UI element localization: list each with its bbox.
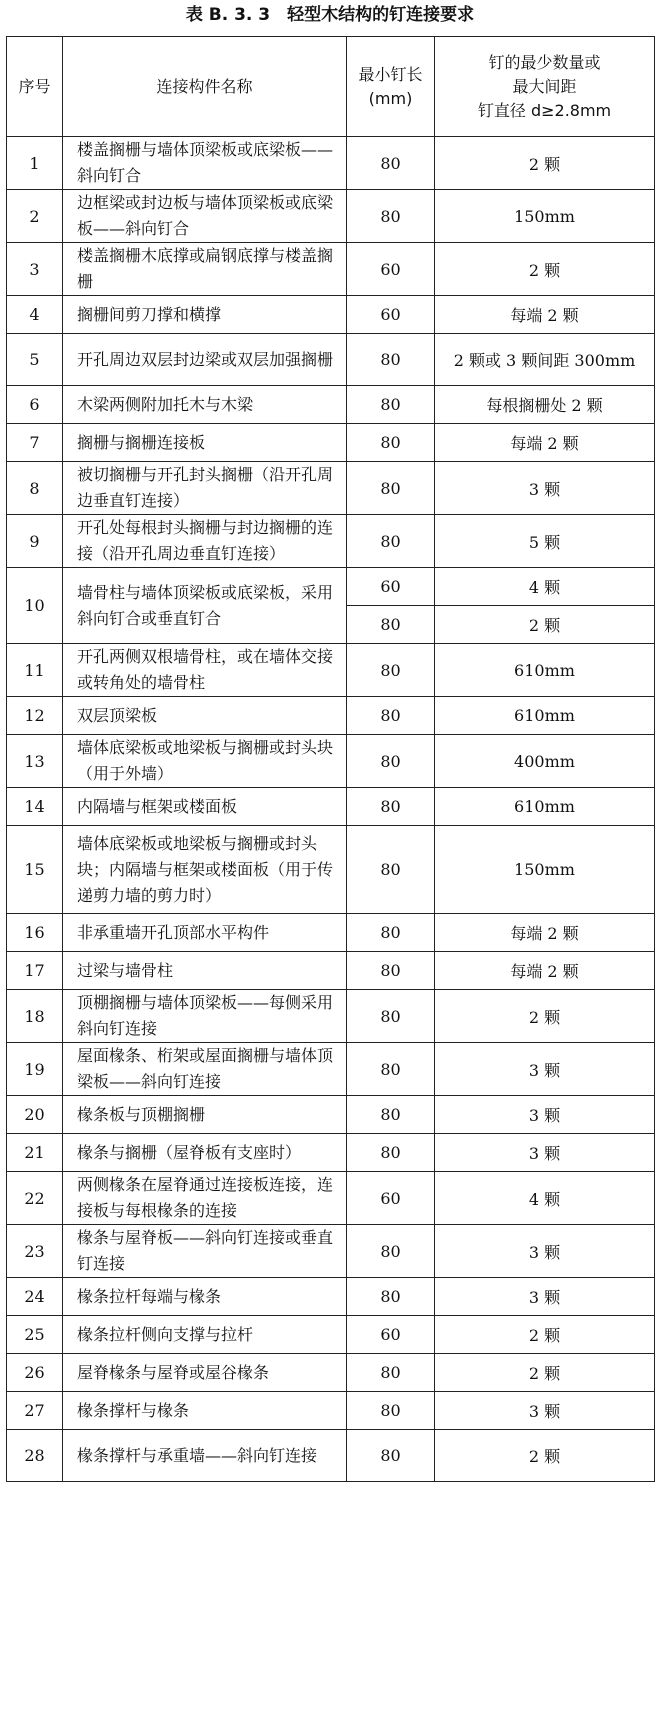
table-row <box>7 190 655 243</box>
cell-nail-length: 80 <box>347 697 435 735</box>
cell-nail-length: 80 <box>347 788 435 826</box>
cell-no: 17 <box>7 952 63 990</box>
cell-no: 8 <box>7 462 63 515</box>
cell-no: 11 <box>7 644 63 697</box>
cell-no: 18 <box>7 990 63 1043</box>
cell-name: 楼盖搁栅与墙体顶梁板或底梁板——斜向钉合 <box>63 137 347 190</box>
cell-nail-count: 2 颗或 3 颗间距 300mm <box>435 334 655 386</box>
nail-connection-table <box>6 36 655 1482</box>
cell-nail-count: 400mm <box>435 735 655 788</box>
cell-no: 14 <box>7 788 63 826</box>
cell-name: 内隔墙与框架或楼面板 <box>63 788 347 826</box>
cell-no: 21 <box>7 1134 63 1172</box>
cell-nail-count: 4 颗 <box>435 1172 655 1225</box>
table-row <box>7 1225 655 1278</box>
cell-nail-count: 每端 2 颗 <box>435 914 655 952</box>
table-row <box>7 1430 655 1482</box>
cell-nail-length: 80 <box>347 735 435 788</box>
cell-no: 7 <box>7 424 63 462</box>
cell-no: 10 <box>7 568 63 644</box>
cell-name: 屋面椽条、桁架或屋面搁栅与墙体顶梁板——斜向钉连接 <box>63 1043 347 1096</box>
cell-nail-length: 60 <box>347 1316 435 1354</box>
cell-nail-length: 80 <box>347 515 435 568</box>
table-row <box>7 568 655 606</box>
header-name: 连接构件名称 <box>63 37 347 137</box>
table-row <box>7 1134 655 1172</box>
cell-no: 19 <box>7 1043 63 1096</box>
header-no: 序号 <box>7 37 63 137</box>
table-row <box>7 1354 655 1392</box>
table-row <box>7 1278 655 1316</box>
cell-name: 开孔处每根封头搁栅与封边搁栅的连接（沿开孔周边垂直钉连接） <box>63 515 347 568</box>
cell-nail-length: 60 <box>347 1172 435 1225</box>
cell-no: 25 <box>7 1316 63 1354</box>
cell-nail-length: 80 <box>347 952 435 990</box>
cell-nail-count: 3 颗 <box>435 1392 655 1430</box>
header-row <box>7 37 655 137</box>
cell-name: 椽条与搁栅（屋脊板有支座时） <box>63 1134 347 1172</box>
cell-name: 搁栅间剪刀撑和横撑 <box>63 296 347 334</box>
table-row <box>7 952 655 990</box>
header-nail-length-line1: 最小钉长 <box>358 64 423 84</box>
cell-no: 28 <box>7 1430 63 1482</box>
cell-nail-length: 60 <box>347 296 435 334</box>
cell-nail-length: 80 <box>347 424 435 462</box>
table-row <box>7 644 655 697</box>
cell-no: 22 <box>7 1172 63 1225</box>
cell-name: 边框梁或封边板与墙体顶梁板或底梁板——斜向钉合 <box>63 190 347 243</box>
table-row <box>7 1316 655 1354</box>
table-row <box>7 243 655 296</box>
cell-nail-count: 5 颗 <box>435 515 655 568</box>
cell-nail-count: 2 颗 <box>435 1316 655 1354</box>
cell-no: 5 <box>7 334 63 386</box>
table-row <box>7 386 655 424</box>
cell-nail-length: 60 <box>347 243 435 296</box>
cell-name: 木梁两侧附加托木与木梁 <box>63 386 347 424</box>
header-nail-count <box>435 37 655 137</box>
cell-nail-count: 3 颗 <box>435 462 655 515</box>
table-title: 表 B. 3. 3 轻型木结构的钉连接要求 <box>185 5 475 25</box>
cell-nail-length: 60 <box>347 568 435 606</box>
table-row <box>7 735 655 788</box>
header-nail-count-line2: 最大间距 <box>512 76 577 96</box>
cell-nail-length: 80 <box>347 1225 435 1278</box>
cell-name: 楼盖搁栅木底撑或扁钢底撑与楼盖搁栅 <box>63 243 347 296</box>
cell-nail-count: 4 颗 <box>435 568 655 606</box>
cell-nail-count: 3 颗 <box>435 1043 655 1096</box>
cell-nail-count: 2 颗 <box>435 990 655 1043</box>
table-row <box>7 137 655 190</box>
table-row <box>7 914 655 952</box>
cell-nail-length: 80 <box>347 1392 435 1430</box>
cell-no: 20 <box>7 1096 63 1134</box>
cell-nail-length: 80 <box>347 137 435 190</box>
header-nail-count-line1: 钉的最少数量或 <box>488 52 601 72</box>
cell-nail-length: 80 <box>347 990 435 1043</box>
cell-name: 两侧椽条在屋脊通过连接板连接，连接板与每根椽条的连接 <box>63 1172 347 1225</box>
table-row <box>7 788 655 826</box>
table-row <box>7 1043 655 1096</box>
table-row <box>7 1096 655 1134</box>
cell-nail-count: 3 颗 <box>435 1096 655 1134</box>
cell-no: 1 <box>7 137 63 190</box>
cell-nail-length: 80 <box>347 914 435 952</box>
cell-no: 4 <box>7 296 63 334</box>
cell-no: 27 <box>7 1392 63 1430</box>
cell-nail-count: 610mm <box>435 788 655 826</box>
table-body <box>7 137 655 1482</box>
cell-nail-length: 80 <box>347 606 435 644</box>
cell-nail-length: 80 <box>347 334 435 386</box>
cell-name: 双层顶梁板 <box>63 697 347 735</box>
cell-nail-count: 3 颗 <box>435 1225 655 1278</box>
cell-name: 墙骨柱与墙体顶梁板或底梁板，采用斜向钉合或垂直钉合 <box>63 568 347 644</box>
cell-name: 非承重墙开孔顶部水平构件 <box>63 914 347 952</box>
table-row <box>7 424 655 462</box>
cell-name: 被切搁栅与开孔封头搁栅（沿开孔周边垂直钉连接） <box>63 462 347 515</box>
cell-nail-length: 80 <box>347 1043 435 1096</box>
cell-no: 12 <box>7 697 63 735</box>
cell-no: 23 <box>7 1225 63 1278</box>
header-nail-length <box>347 37 435 137</box>
table-row <box>7 462 655 515</box>
cell-nail-count: 每端 2 颗 <box>435 952 655 990</box>
cell-name: 椽条拉杆每端与椽条 <box>63 1278 347 1316</box>
header-nail-count-line3: 钉直径 d≥2.8mm <box>477 100 612 120</box>
cell-nail-length: 80 <box>347 1134 435 1172</box>
cell-no: 2 <box>7 190 63 243</box>
table-row <box>7 1392 655 1430</box>
cell-nail-length: 80 <box>347 826 435 914</box>
cell-nail-length: 80 <box>347 1278 435 1316</box>
cell-nail-count: 每端 2 颗 <box>435 296 655 334</box>
cell-nail-count: 150mm <box>435 190 655 243</box>
cell-name: 屋脊椽条与屋脊或屋谷椽条 <box>63 1354 347 1392</box>
table-row <box>7 296 655 334</box>
cell-nail-length: 80 <box>347 386 435 424</box>
cell-nail-count: 2 颗 <box>435 1354 655 1392</box>
cell-nail-count: 2 颗 <box>435 1430 655 1482</box>
cell-no: 26 <box>7 1354 63 1392</box>
header-nail-length-line2: (mm) <box>368 88 413 108</box>
cell-nail-count: 每根搁栅处 2 颗 <box>435 386 655 424</box>
cell-name: 椽条撑杆与椽条 <box>63 1392 347 1430</box>
cell-name: 墙体底梁板或地梁板与搁栅或封头块（用于外墙） <box>63 735 347 788</box>
cell-name: 开孔两侧双根墙骨柱，或在墙体交接或转角处的墙骨柱 <box>63 644 347 697</box>
cell-no: 9 <box>7 515 63 568</box>
table-row <box>7 515 655 568</box>
cell-name: 椽条与屋脊板——斜向钉连接或垂直钉连接 <box>63 1225 347 1278</box>
cell-nail-count: 2 颗 <box>435 137 655 190</box>
table-row <box>7 1172 655 1225</box>
cell-nail-count: 2 颗 <box>435 243 655 296</box>
cell-nail-count: 每端 2 颗 <box>435 424 655 462</box>
cell-nail-length: 80 <box>347 462 435 515</box>
cell-name: 墙体底梁板或地梁板与搁栅或封头块；内隔墙与框架或楼面板（用于传递剪力墙的剪力时） <box>63 826 347 914</box>
cell-no: 6 <box>7 386 63 424</box>
table-row <box>7 697 655 735</box>
cell-nail-count: 2 颗 <box>435 606 655 644</box>
cell-nail-count: 3 颗 <box>435 1278 655 1316</box>
cell-no: 13 <box>7 735 63 788</box>
table-row <box>7 990 655 1043</box>
cell-nail-count: 610mm <box>435 697 655 735</box>
cell-nail-count: 3 颗 <box>435 1134 655 1172</box>
cell-nail-length: 80 <box>347 644 435 697</box>
cell-name: 开孔周边双层封边梁或双层加强搁栅 <box>63 334 347 386</box>
cell-name: 过梁与墙骨柱 <box>63 952 347 990</box>
table-row <box>7 334 655 386</box>
cell-nail-length: 80 <box>347 1354 435 1392</box>
cell-no: 15 <box>7 826 63 914</box>
cell-no: 24 <box>7 1278 63 1316</box>
cell-nail-length: 80 <box>347 190 435 243</box>
table-row <box>7 826 655 914</box>
cell-name: 椽条板与顶棚搁栅 <box>63 1096 347 1134</box>
cell-no: 16 <box>7 914 63 952</box>
cell-name: 椽条拉杆侧向支撑与拉杆 <box>63 1316 347 1354</box>
cell-name: 搁栅与搁栅连接板 <box>63 424 347 462</box>
cell-nail-count: 150mm <box>435 826 655 914</box>
cell-no: 3 <box>7 243 63 296</box>
cell-name: 椽条撑杆与承重墙——斜向钉连接 <box>63 1430 347 1482</box>
cell-nail-length: 80 <box>347 1096 435 1134</box>
cell-name: 顶棚搁栅与墙体顶梁板——每侧采用斜向钉连接 <box>63 990 347 1043</box>
cell-nail-count: 610mm <box>435 644 655 697</box>
cell-nail-length: 80 <box>347 1430 435 1482</box>
